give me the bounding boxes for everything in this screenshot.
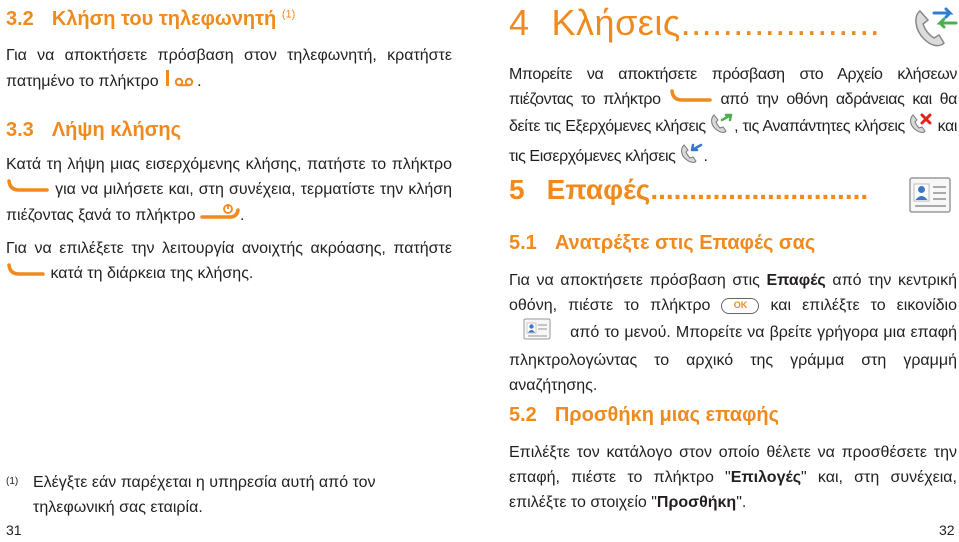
voicemail-paragraph: Για να αποκτήσετε πρόσβαση στον τηλεφωνητή, κρατήστε πατημένο το πλήκτρο . bbox=[6, 43, 452, 96]
receive-call-paragraph: Κατά τη λήψη μιας εισερχόμενης κλήσης, πατήστε το πλήκτρο για να μιλήσετε και, στη συνέχεια, τερματίστε την κλήση πιέζοντας ξανά το πλήκτρο . bbox=[6, 152, 452, 230]
section-number: 3.2 bbox=[6, 8, 34, 30]
calls-chapter-icon bbox=[910, 3, 958, 54]
chapter-number: 5 bbox=[509, 174, 525, 205]
contacts-access-paragraph: Για να αποκτήσετε πρόσβαση στις Επαφές από την κεντρική οθόνη, πιέστε το πλήκτρο OK και επιλέξτε το εικονίδιο από το μενού. Μπορείτε να βρείτε γρήγορα μια επαφή πληκτρολογώντας το αρχικό της γράμμα στη γραμμή αναζήτησης. bbox=[509, 272, 957, 394]
speaker-paragraph: Για να επιλέξετε την λειτουργία ανοιχτής ακρόασης, πατήστε κατά τη διάρκεια της κλήσης. bbox=[6, 236, 452, 286]
section-title: Λήψη κλήσης bbox=[51, 119, 182, 141]
contacts-menu-icon bbox=[523, 318, 551, 348]
contacts-chapter-icon bbox=[906, 175, 954, 220]
chapter-5-heading bbox=[509, 174, 868, 206]
outgoing-call-icon bbox=[710, 112, 734, 142]
chapter-number: 4 bbox=[509, 2, 530, 43]
page-number-right: 32 bbox=[939, 522, 955, 538]
section-number: 5.2 bbox=[509, 404, 537, 426]
section-title: Προσθήκη μιας επαφής bbox=[554, 404, 779, 426]
footnote-text: Ελέγξτε εάν παρέχεται η υπηρεσία αυτή από τον τηλεφωνική σας εταιρία. bbox=[33, 474, 376, 516]
incoming-call-icon bbox=[680, 142, 704, 172]
chapter-title: Κλήσεις................... bbox=[551, 2, 881, 43]
section-5-2-heading bbox=[509, 404, 779, 427]
page-number-left: 31 bbox=[6, 522, 22, 538]
call-log-paragraph: Μπορείτε να αποκτήσετε πρόσβαση στο Αρχείο κλήσεων πιέζοντας το πλήκτρο από την οθόνη αδράνειας και θα δείτε τις Εξερχόμενες κλήσεις , τις Αναπάντητες κλήσεις και τις Εισερχόμενες κλήσεις . bbox=[509, 62, 957, 172]
chapter-title: Επαφές............................ bbox=[546, 174, 869, 205]
footnote-ref: (1) bbox=[281, 8, 296, 21]
chapter-4-heading bbox=[509, 2, 880, 44]
voicemail-key-icon bbox=[163, 68, 197, 96]
call-key-icon bbox=[6, 177, 50, 202]
section-5-1-heading bbox=[509, 232, 815, 255]
section-title: Ανατρέξτε στις Επαφές σας bbox=[554, 232, 816, 254]
missed-call-icon bbox=[909, 112, 933, 142]
ok-key-icon: OK bbox=[721, 298, 759, 314]
footnote-mark: (1) bbox=[6, 476, 19, 487]
section-3-3-heading bbox=[6, 119, 181, 142]
section-title: Κλήση του τηλεφωνητή bbox=[51, 8, 277, 30]
add-contact-paragraph: Επιλέξτε τον κατάλογο στον οποίο θέλετε να προσθέσετε την επαφή, πιέστε το πλήκτρο "Επιλογές" και, στη συνέχεια, επιλέξτε το στοιχείο "Προσθήκη". bbox=[509, 444, 958, 511]
end-call-key-icon bbox=[200, 202, 240, 230]
section-3-2-heading bbox=[6, 8, 295, 31]
call-key-icon bbox=[669, 87, 713, 112]
section-number: 5.1 bbox=[509, 232, 537, 254]
call-key-icon bbox=[6, 261, 46, 286]
section-number: 3.3 bbox=[6, 119, 34, 141]
